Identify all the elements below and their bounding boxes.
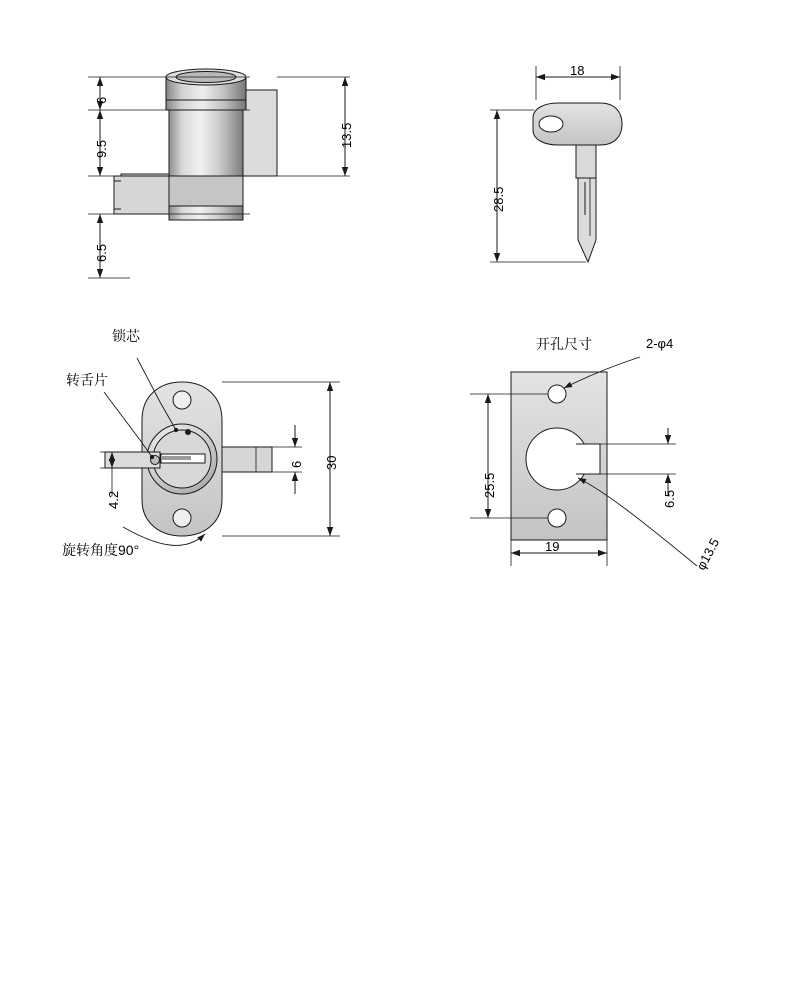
dim-6-5-label: 6.5 <box>94 243 109 262</box>
callout-lock-core-label: 锁芯 <box>112 328 140 344</box>
front-plan-geometry <box>105 382 272 536</box>
cutout-title-label: 开孔尺寸 <box>536 336 592 352</box>
key-width-label: 18 <box>570 63 585 78</box>
callout-rotation-angle-label: 旋转角度90° <box>62 542 140 558</box>
callout-cam-plate-label: 转舌片 <box>66 372 108 388</box>
dim-6-cam-label: 6 <box>289 460 304 468</box>
callout-phi-13-5-label: φ13.5 <box>693 535 723 573</box>
panel-cutout-geometry <box>511 372 607 540</box>
key-length-label: 28.5 <box>491 186 506 212</box>
dim-6-label: 6 <box>94 96 109 104</box>
dim-13-5-label: 13.5 <box>339 122 354 148</box>
dim-30-label: 30 <box>324 455 339 470</box>
side-elevation-geometry <box>114 69 277 220</box>
dim-6-5-cut-label: 6.5 <box>662 489 677 508</box>
dim-19-label: 19 <box>545 539 560 554</box>
dim-4-2-label: 4.2 <box>106 490 121 509</box>
dim-25-5-label: 25.5 <box>482 472 497 498</box>
dim-9-5-label: 9.5 <box>94 139 109 158</box>
key-witness-lines <box>490 63 620 262</box>
callout-2-phi-4-label: 2-φ4 <box>646 336 674 351</box>
key-geometry <box>533 103 622 262</box>
